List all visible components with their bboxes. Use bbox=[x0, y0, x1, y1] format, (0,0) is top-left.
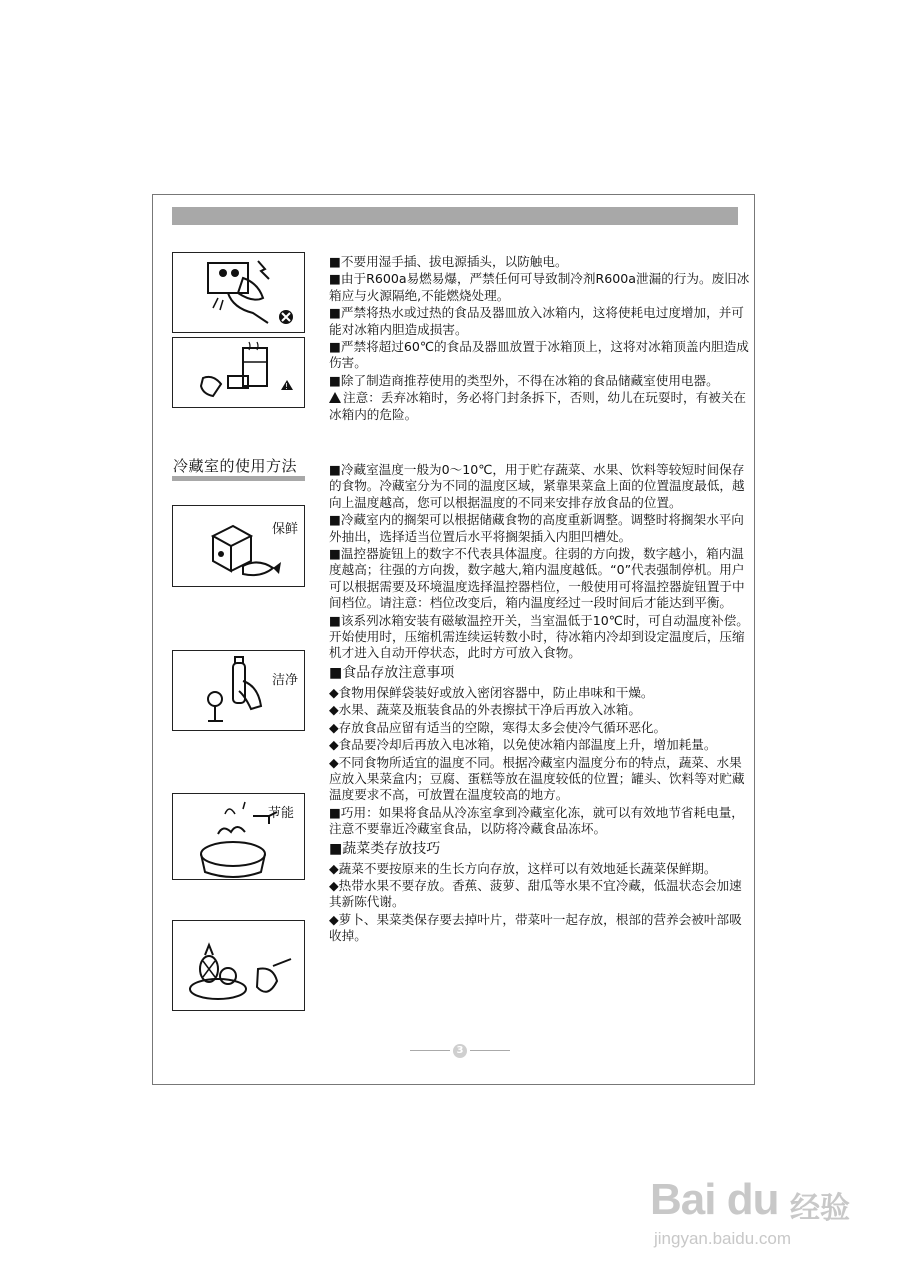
watermark-title: 经验 bbox=[790, 1191, 850, 1226]
food-item: ◆不同食物所适宜的温度不同。根据冷藏室内温度分布的特点，蔬菜、水果应放入果菜盒内；豆腐、蛋糕等放在温度较低的位置；罐头、饮料等对贮藏温度要求不高，可放置在温度较高的地方。 bbox=[329, 754, 745, 803]
warning-icon bbox=[329, 392, 341, 403]
page-number: 3 bbox=[453, 1044, 467, 1058]
hot-food-on-fridge-illustration bbox=[172, 337, 305, 408]
warning-note: 注意：丢弃冰箱时，务必将门封条拆下，否则，幼儿在玩耍时，有被关在冰箱内的危险。 bbox=[329, 390, 746, 422]
warning-item: ■严禁将热水或过热的食品及器皿放入冰箱内，这将使耗电过度增加，并可能对冰箱内胆造成损害。 bbox=[329, 305, 744, 337]
vegetable-item: ◆热带水果不要存放。香蕉、菠萝、甜瓜等水果不宜冷藏，低温状态会加速其新陈代谢。 bbox=[329, 877, 742, 910]
usage-paragraph: ■温控器旋钮上的数字不代表具体温度。往弱的方向拨，数字越小，箱内温度越高；往强的方向拨，数字越大,箱内温度越低。“0”代表强制停机。用户可以根据需要及环境温度选择温控器档位，一般使用可将温控器旋钮置于中间档位。请注意：档位改变后，箱内温度经过一段时间后才能达到平衡。 bbox=[329, 546, 745, 611]
save-label: 节能 bbox=[267, 806, 294, 821]
food-storage-title: ■食品存放注意事项 bbox=[329, 664, 455, 681]
header-bar bbox=[172, 207, 738, 225]
warning-item: ■不要用湿手插、拔电源插头，以防触电。 bbox=[329, 254, 568, 269]
usage-paragraph: ■该系列冰箱安装有磁敏温控开关，当室温低于10℃时，可自动温度补偿。开始使用时，压缩机需连续运转数小时，待冰箱内冷却到设定温度后，压缩机才进入自动开停状态，此时方可放入食物。 bbox=[329, 612, 749, 661]
food-item: ◆存放食品应留有适当的空隙，寒得太多会使冷气循环恶化。 bbox=[329, 719, 667, 735]
vegetable-tips-title: ■蔬菜类存放技巧 bbox=[329, 840, 441, 857]
svg-text:!: ! bbox=[285, 382, 289, 391]
warnings-block bbox=[329, 254, 754, 424]
energy-saving-illustration bbox=[172, 793, 305, 880]
watermark-url: jingyan.baidu.com bbox=[654, 1229, 792, 1248]
section-title: 冷藏室的使用方法 bbox=[173, 457, 298, 475]
baidu-watermark bbox=[650, 1175, 890, 1255]
food-item: ◆食物用保鲜袋装好或放入密闭容器中，防止串味和干燥。 bbox=[329, 684, 654, 700]
keep-fresh-illustration bbox=[172, 505, 305, 587]
food-item: ◆食品要冷却后再放入电冰箱，以免使冰箱内部温度上升，增加耗量。 bbox=[329, 737, 717, 753]
warning-item: ■由于R600a易燃易爆，严禁任何可导致制冷剂R600a泄漏的行为。废旧冰箱应与火源隔绝,不能燃烧处理。 bbox=[329, 271, 750, 303]
wet-hand-plug-illustration bbox=[172, 252, 305, 333]
food-item: ■巧用：如果将食品从冷冻室拿到冷藏室化冻，就可以有效地节省耗电量，注意不要靠近冷藏室食品，以防将冷藏食品冻坏。 bbox=[329, 804, 744, 837]
usage-instructions bbox=[329, 462, 754, 946]
clean-illustration bbox=[172, 650, 305, 731]
vegetables-illustration bbox=[172, 920, 305, 1011]
warning-item: ■除了制造商推荐使用的类型外，不得在冰箱的食品储藏室使用电器。 bbox=[329, 372, 719, 388]
watermark-logo: Bai du bbox=[650, 1175, 779, 1224]
vegetable-item: ◆萝卜、果菜类保存要去掉叶片，带菜叶一起存放，根部的营养会被叶部吸收掉。 bbox=[329, 911, 742, 944]
fresh-label: 保鲜 bbox=[271, 522, 298, 537]
usage-paragraph: ■冷藏室温度一般为0～10℃，用于贮存蔬菜、水果、饮料等较短时间保存的食物。冷藏室分为不同的温度区域，紧靠果菜盒上面的位置温度最低，越向上温度越高，您可以根据温度的不同来安排存放食品的位置。 bbox=[329, 462, 745, 510]
vegetable-item: ◆蔬菜不要按原来的生长方向存放，这样可以有效地延长蔬菜保鲜期。 bbox=[329, 860, 717, 876]
page-number-rule bbox=[470, 1050, 510, 1051]
clean-label: 洁净 bbox=[271, 673, 298, 688]
section-underline bbox=[172, 476, 305, 481]
warning-item: ■严禁将超过60℃的食品及器皿放置于冰箱顶上，这将对冰箱顶盖内胆造成伤害。 bbox=[329, 339, 749, 371]
page-number-rule bbox=[410, 1050, 450, 1051]
usage-paragraph: ■冷藏室内的搁架可以根据储藏食物的高度重新调整。调整时将搁架水平向外抽出，选择适当位置后水平将搁架插入内胆凹槽处。 bbox=[329, 512, 744, 544]
food-item: ◆水果、蔬菜及瓶装食品的外表擦拭干净后再放入冰箱。 bbox=[329, 702, 641, 718]
page-number-block bbox=[410, 1044, 510, 1058]
